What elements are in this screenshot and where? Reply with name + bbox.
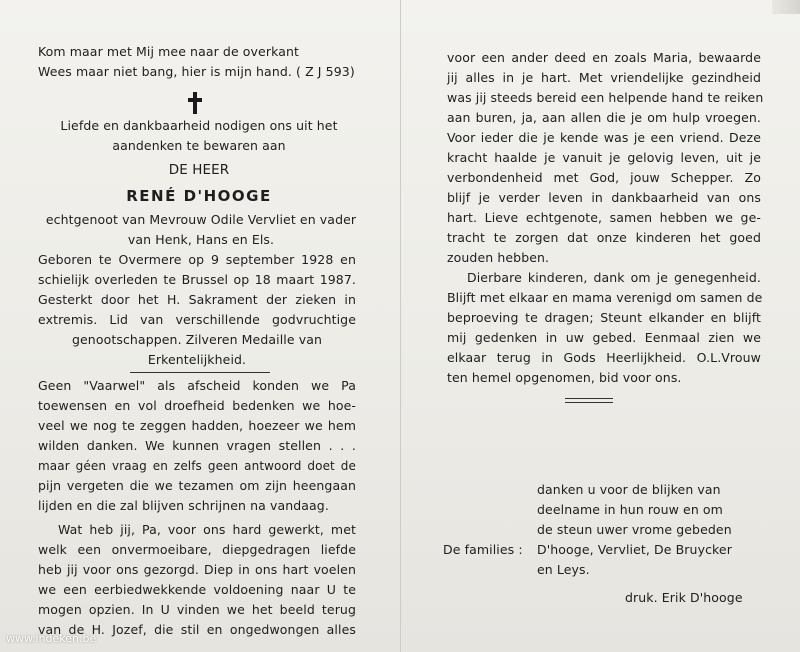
r-para1-line-8: blijf je verder leven in dankbaarheid van ons (447, 190, 761, 205)
spouse-line-1: echtgenoot van Mevrouw Odile Vervliet en vader (45, 212, 357, 227)
para2-line-1: Wat heb jij, Pa, voor ons hard gewerkt, met (58, 522, 356, 537)
divider-double-bottom (565, 402, 613, 403)
r-para2-line-3: beproeving te dragen; Steunt elkander en blijft (447, 310, 761, 325)
r-para1-line-9: hart. Lieve echtgenote, samen hebben we ge- (447, 210, 761, 225)
para1-line-3: veel we nog te zeggen hadden, hoezeer we hem (38, 418, 356, 433)
verse-line-1: Kom maar met Mij mee naar de overkant (38, 44, 299, 59)
families-names: D'hooge, Vervliet, De Bruycker (537, 542, 732, 557)
spouse-line-2: van Henk, Hans en Els. (127, 232, 275, 247)
para1-line-1: Geen "Vaarwel" als afscheid konden we Pa (38, 378, 356, 393)
bio-line-3: Gesterkt door het H. Sakrament der zieken in (38, 292, 356, 307)
para2-line-2: welk een onvermoeibare, diepgedragen liefde (38, 542, 356, 557)
cross-icon (188, 92, 202, 114)
para2-line-3: heb jij voor ons gezorgd. Diep in ons hart voelen (38, 562, 356, 577)
para1-line-6: pijn vergeten die we tezamen om zijn heengaan (38, 478, 356, 493)
invitation-line-2: aandenken te bewaren aan (112, 138, 286, 153)
thanks-line-1: danken u voor de blijken van (537, 482, 721, 497)
thanks-line-3: de steun uwer vrome gebeden (537, 522, 732, 537)
right-page (400, 0, 800, 652)
printer-credit: druk. Erik D'hooge (625, 590, 743, 605)
r-para2-line-1: Dierbare kinderen, dank om je genegenheid. (467, 270, 761, 285)
bio-line-4: extremis. Lid van verschillende godvruchtige (38, 312, 356, 327)
bio-line-1: Geboren te Overmere op 9 september 1928 en (38, 252, 356, 267)
r-para1-line-10: tracht te zorgen dat onze kinderen het goed (447, 230, 761, 245)
r-para1-line-11: zouden hebben. (447, 250, 550, 265)
para1-line-4: wilden danken. We kunnen vragen stellen . . . (38, 438, 356, 453)
divider (130, 372, 270, 373)
r-para2-line-6: ten hemel opgenomen, bid voor ons. (447, 370, 682, 385)
r-para1-line-3: was jij steeds bereid een helpende hand te reiken (447, 90, 764, 105)
r-para1-line-4: aan buren, ja, aan allen die je om hulp vroegen. (447, 110, 761, 125)
r-para1-line-2: jij alles in je hart. Met vriendelijke gezindheid (447, 70, 761, 85)
para1-line-5: maar géen vraag en zelfs geen antwoord doet de (38, 459, 356, 473)
para1-line-7: lijden en die zal blijven schrijnen na vandaag. (38, 498, 329, 513)
r-para1-line-7: verbondenheid met God, jouw Schepper. Zo (447, 170, 761, 185)
r-para2-line-4: mij gedenken in uw gebed. Eenmaal zien we (447, 330, 761, 345)
bio-line-5: genootschappen. Zilveren Medaille van (71, 332, 323, 347)
bio-line-6: Erkentelijkheid. (147, 352, 247, 367)
title-heer: DE HEER (168, 162, 230, 178)
r-para1-line-5: Voor ieder die je kende was je een vriend. Deze (447, 130, 761, 145)
invitation-line-1: Liefde en dankbaarheid nodigen ons uit het (60, 118, 338, 133)
divider-double-top (565, 398, 613, 399)
para2-line-4: we een eerbiedwekkende voldoening naar U te (38, 582, 356, 597)
bio-line-2: schielijk overleden te Brussel op 18 maart 1987. (38, 272, 356, 287)
families-label: De families : (443, 542, 523, 557)
r-para1-line-6: kracht haalde je vanuit je gelovig leven, uit je (447, 150, 761, 165)
r-para2-line-5: elkaar terug in Gods Heerlijkheid. O.L.Vrouw (447, 350, 761, 365)
r-para2-line-2: Blijft met elkaar en mama verenigd om samen de (447, 290, 763, 305)
r-para1-line-1: voor een ander deed en zoals Maria, bewaarde (447, 50, 761, 65)
thanks-line-2: deelname in hun rouw en om (537, 502, 723, 517)
watermark: www.indeken.be (6, 632, 97, 645)
para1-line-2: toewensen en vol droefheid bedenken we hoe- (38, 398, 356, 413)
families-names-cont: en Leys. (537, 562, 590, 577)
verse-line-2: Wees maar niet bang, hier is mijn hand. ( Z J 593) (38, 64, 355, 79)
deceased-name: RENÉ D'HOOGE (126, 187, 272, 205)
para2-line-6: van de H. Jozef, die stil en ongedwongen alles (38, 622, 356, 637)
para2-line-5: mogen opzien. In U vinden we het beeld terug (38, 602, 356, 617)
